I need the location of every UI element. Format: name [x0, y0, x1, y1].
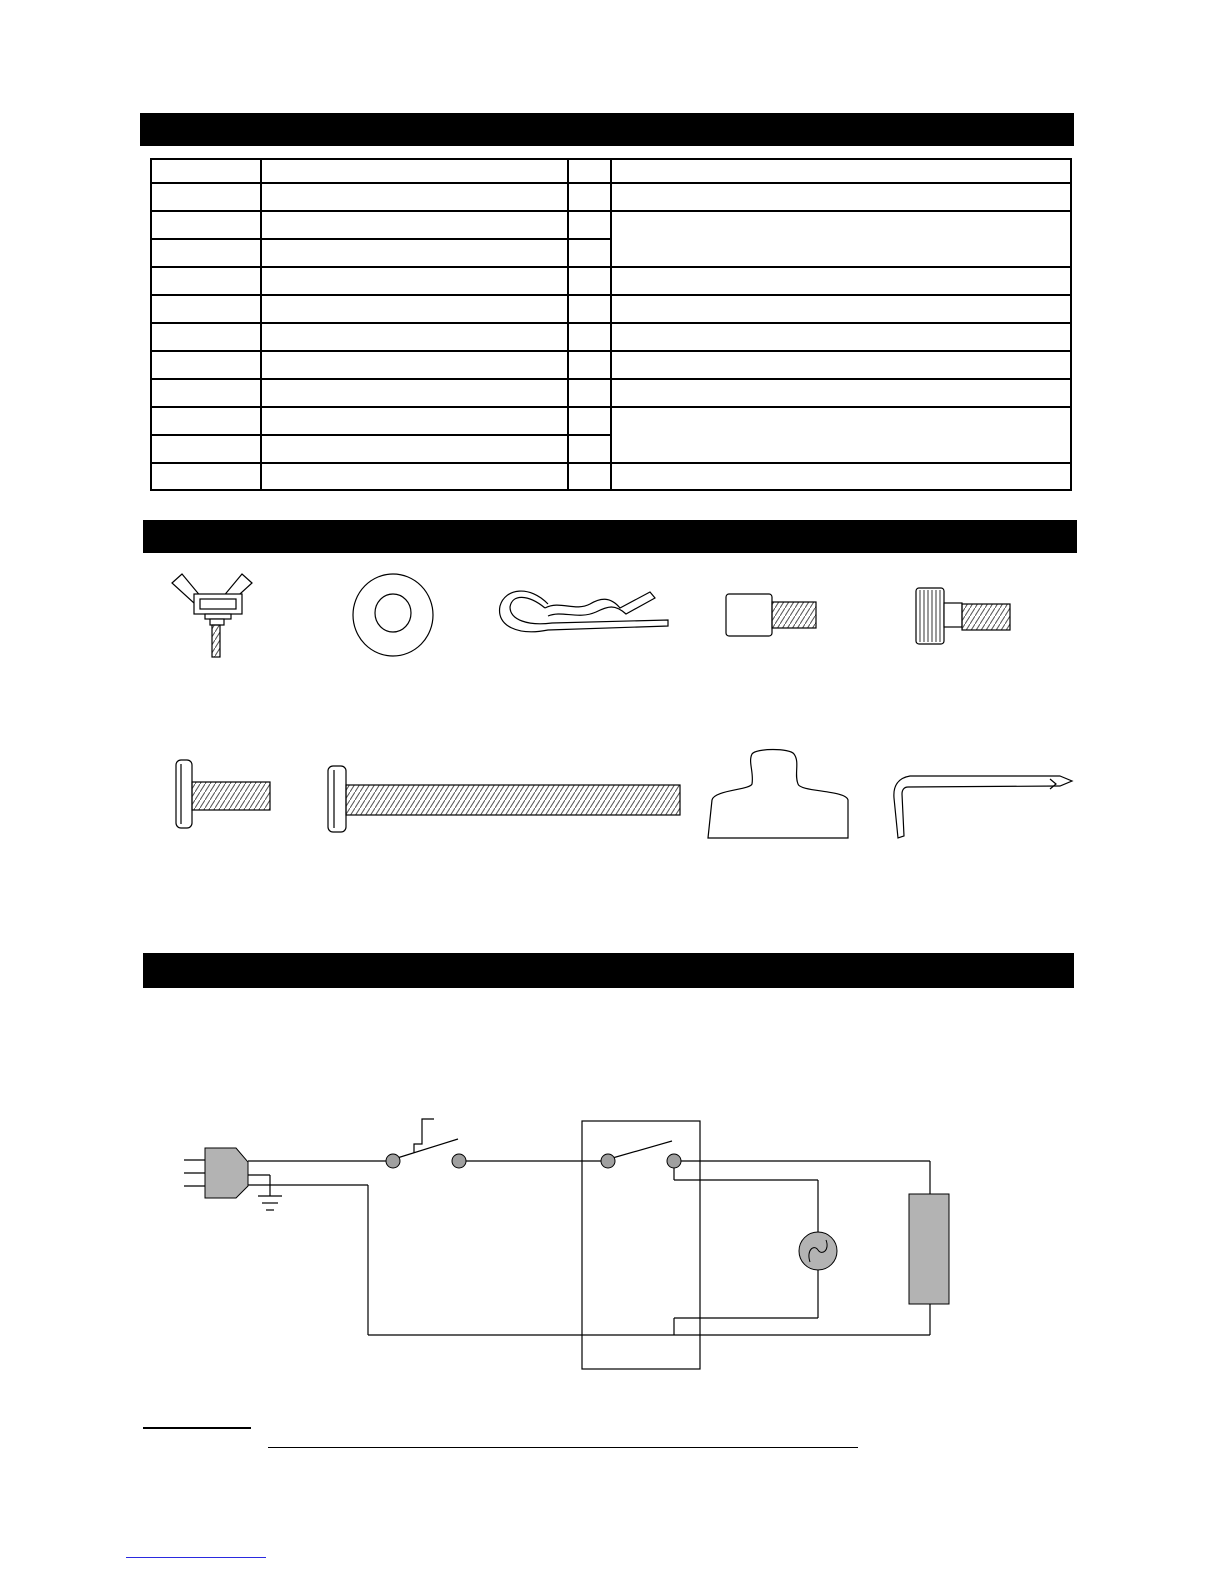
thermal-switch-icon — [386, 1154, 466, 1168]
knurled-thumb-screw-icon — [916, 588, 1010, 644]
relay-icon — [601, 1154, 681, 1168]
note-label-underline — [143, 1427, 251, 1429]
heating-element-icon — [909, 1194, 949, 1304]
short-bolt-icon — [176, 760, 270, 828]
footer-link-underline[interactable] — [126, 1557, 266, 1558]
shoulder-bolt-icon — [726, 594, 816, 636]
long-bolt-icon — [328, 766, 680, 832]
flat-washer-icon — [353, 574, 433, 656]
wing-bolt-icon — [172, 574, 252, 657]
note-text-underline — [268, 1447, 858, 1448]
power-plug-icon — [205, 1148, 248, 1198]
hair-pin-clip-icon — [500, 591, 668, 632]
bracket-icon — [708, 750, 848, 839]
l-key-wrench-icon — [894, 776, 1072, 838]
indicator-lamp-icon — [799, 1232, 837, 1270]
